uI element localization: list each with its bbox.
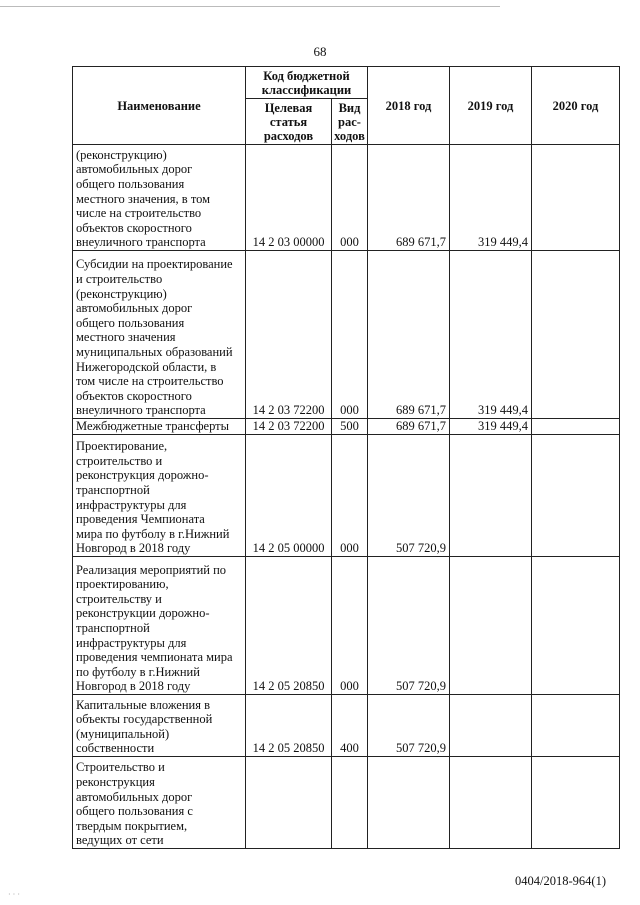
table-row	[73, 695, 620, 757]
row-code: 14 2 03 72200	[246, 419, 332, 435]
row-2020	[532, 145, 620, 251]
row-name: Капитальные вложения в объекты государственной (муниципальной) собственности	[73, 695, 246, 757]
row-2018	[368, 757, 450, 849]
row-2018: 507 720,9	[368, 557, 450, 695]
top-edge-line	[0, 6, 500, 7]
row-2020	[532, 695, 620, 757]
header-2019: 2019 год	[450, 67, 532, 145]
scan-mark-decoration: · · ·	[8, 890, 20, 899]
header-code-group: Код бюджетной классификации	[246, 67, 368, 99]
row-2018: 689 671,7	[368, 419, 450, 435]
row-name: Проектирование, строительство и реконструкция дорожно- транспортной инфраструктуры для проведения Чемпионата мира по футболу в г.Нижний Новгород в 2018 году	[73, 435, 246, 557]
row-code	[246, 757, 332, 849]
table-row	[73, 145, 620, 251]
row-code: 14 2 05 00000	[246, 435, 332, 557]
row-code: 14 2 03 72200	[246, 251, 332, 419]
row-vid: 500	[332, 419, 368, 435]
document-code: 0404/2018-964(1)	[515, 874, 606, 888]
header-2020: 2020 год	[532, 67, 620, 145]
row-2019	[450, 757, 532, 849]
header-vid: Вид рас- ходов	[332, 99, 368, 145]
row-name: Межбюджетные трансферты	[73, 419, 246, 435]
row-2018: 689 671,7	[368, 251, 450, 419]
table-row	[73, 419, 620, 435]
row-name: (реконструкцию) автомобильных дорог общего пользования местного значения, в том числе на строительство объектов скоростного внеуличного транспорта	[73, 145, 246, 251]
row-2018: 507 720,9	[368, 435, 450, 557]
budget-table	[72, 66, 620, 849]
row-vid: 000	[332, 251, 368, 419]
page-number: 68	[313, 44, 327, 59]
row-2020	[532, 251, 620, 419]
header-2018: 2018 год	[368, 67, 450, 145]
row-code: 14 2 05 20850	[246, 557, 332, 695]
table-row	[73, 435, 620, 557]
row-2019	[450, 695, 532, 757]
row-code: 14 2 05 20850	[246, 695, 332, 757]
table-row	[73, 557, 620, 695]
row-2018: 507 720,9	[368, 695, 450, 757]
table-row	[73, 251, 620, 419]
row-2019: 319 449,4	[450, 419, 532, 435]
table-row	[73, 757, 620, 849]
row-2019: 319 449,4	[450, 145, 532, 251]
row-2018: 689 671,7	[368, 145, 450, 251]
row-2019: 319 449,4	[450, 251, 532, 419]
header-name: Наименование	[73, 67, 246, 145]
row-vid: 000	[332, 557, 368, 695]
row-name: Строительство и реконструкция автомобильных дорог общего пользования с твердым покрытием, ведущих от сети	[73, 757, 246, 849]
row-2020	[532, 757, 620, 849]
row-2019	[450, 435, 532, 557]
row-vid	[332, 757, 368, 849]
row-vid: 400	[332, 695, 368, 757]
header-target: Целевая статья расходов	[246, 99, 332, 145]
row-2020	[532, 557, 620, 695]
row-2020	[532, 435, 620, 557]
row-2019	[450, 557, 532, 695]
row-name: Субсидии на проектирование и строительство (реконструкцию) автомобильных дорог общего пользования местного значения муниципальных образований Нижегородской области, в том числе на строительство объектов скоростного внеуличного транспорта	[73, 251, 246, 419]
row-vid: 000	[332, 145, 368, 251]
row-vid: 000	[332, 435, 368, 557]
row-2020	[532, 419, 620, 435]
row-name: Реализация мероприятий по проектированию, строительству и реконструкции дорожно- транспортной инфраструктуры для проведения чемпионата мира по футболу в г.Нижний Новгород в 2018 году	[73, 557, 246, 695]
row-code: 14 2 03 00000	[246, 145, 332, 251]
